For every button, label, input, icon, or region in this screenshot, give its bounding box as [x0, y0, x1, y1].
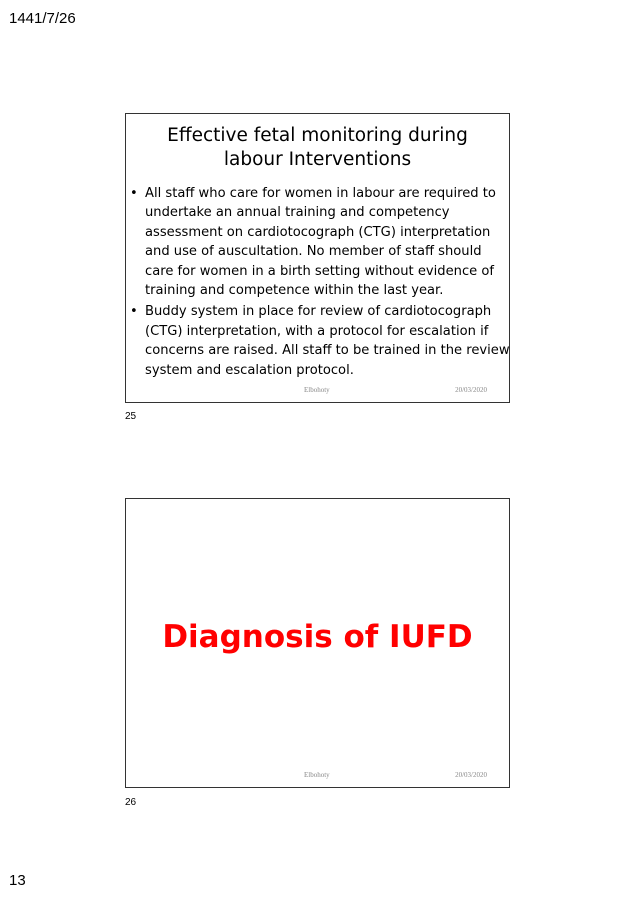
slide-title	[126, 124, 509, 172]
page-number: 13	[9, 872, 26, 889]
bullet-item	[130, 184, 507, 300]
bullet-text-line: All staff who care for women in labour are required to	[145, 186, 496, 201]
slide-26	[125, 498, 510, 788]
bullet-list	[130, 184, 510, 382]
slide-title-line: Effective fetal monitoring during	[167, 125, 468, 146]
slide-footer-date: 20/03/2020	[455, 386, 487, 394]
bullet-text-line: (CTG) interpretation, with a protocol for escalation if	[145, 323, 489, 339]
bullet-text-line: concerns are raised. All staff to be trained in the review	[145, 343, 510, 359]
bullet-icon: •	[130, 186, 138, 201]
slide-title-line: labour Interventions	[223, 149, 412, 170]
slide-title: Diagnosis of IUFD	[162, 619, 473, 655]
bullet-icon: •	[130, 304, 138, 320]
bullet-text-line: system and escalation protocol.	[145, 362, 354, 378]
slide-number: 25	[125, 411, 137, 422]
bullet-text-line: care for women in a birth setting without evidence of	[145, 263, 494, 279]
slide-number: 26	[125, 797, 137, 808]
page-date: 1441/7/26	[9, 10, 76, 27]
slide-25	[125, 113, 510, 403]
bullet-text-line: Buddy system in place for review of cardiotocograph	[145, 304, 492, 320]
slide-footer-author: Elbohoty	[304, 386, 330, 394]
bullet-text-line: assessment on cardiotocograph (CTG) interpretation	[145, 224, 491, 240]
bullet-text-line: undertake an annual training and competency	[145, 205, 450, 221]
bullet-text-line: and use of auscultation. No member of staff should	[145, 244, 482, 260]
bullet-text-line: training and competence within the last year.	[145, 283, 444, 299]
slide-footer-author: Elbohoty	[304, 771, 330, 779]
bullet-item	[130, 302, 510, 380]
slide-footer-date: 20/03/2020	[455, 771, 487, 779]
